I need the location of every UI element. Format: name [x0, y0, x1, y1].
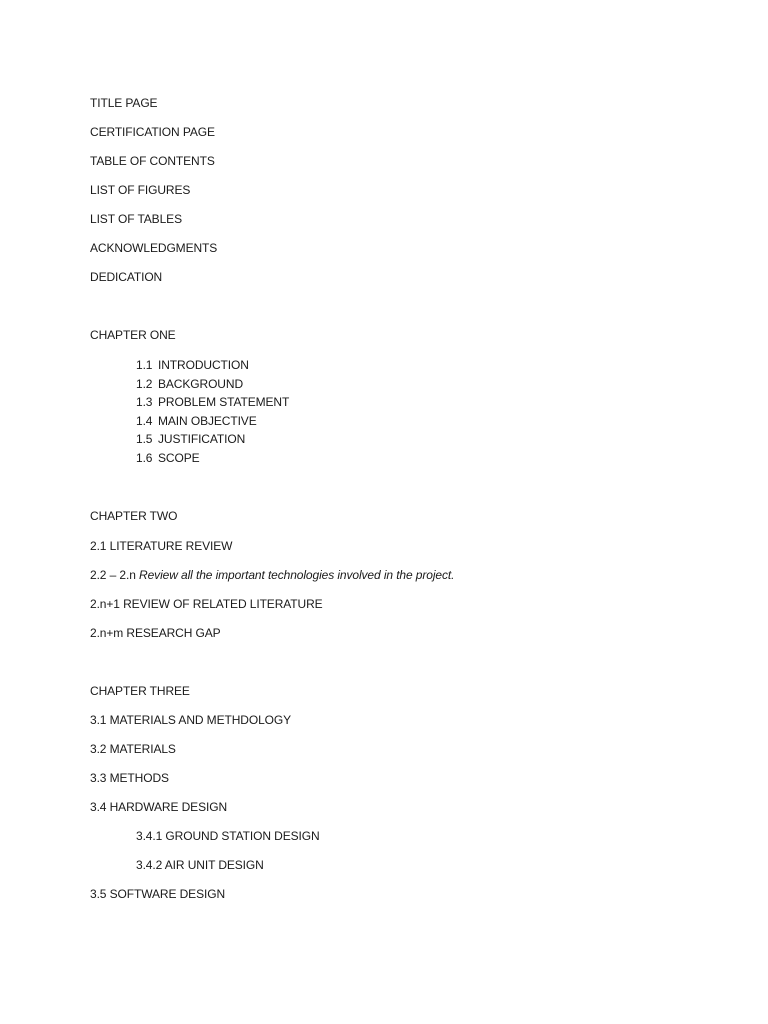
toc-entry-title-page: TITLE PAGE: [90, 96, 158, 110]
section-number: 1.4: [136, 414, 153, 428]
section-label: MAIN OBJECTIVE: [158, 414, 257, 428]
toc-entry-table-of-contents: TABLE OF CONTENTS: [90, 154, 215, 168]
section-label: BACKGROUND: [158, 377, 244, 391]
toc-entry-1-1: [136, 357, 249, 373]
section-number: 1.6: [136, 451, 153, 465]
toc-entry-1-6: [136, 450, 200, 466]
section-label: INTRODUCTION: [158, 358, 249, 372]
section-note: Review all the important technologies involved in the project.: [139, 568, 455, 582]
section-number: 1.2: [136, 377, 153, 391]
toc-entry-3-2: 3.2 MATERIALS: [90, 742, 176, 756]
toc-entry-3-4-2: 3.4.2 AIR UNIT DESIGN: [136, 858, 264, 872]
chapter-two-heading: CHAPTER TWO: [90, 509, 178, 523]
toc-entry-2-nm: 2.n+m RESEARCH GAP: [90, 626, 221, 640]
chapter-three-heading: CHAPTER THREE: [90, 684, 190, 698]
toc-entry-3-4-1: 3.4.1 GROUND STATION DESIGN: [136, 829, 320, 843]
section-number: 1.1: [136, 358, 153, 372]
toc-entry-dedication: DEDICATION: [90, 270, 163, 284]
section-label: PROBLEM STATEMENT: [158, 395, 290, 409]
toc-entry-acknowledgments: ACKNOWLEDGMENTS: [90, 241, 218, 255]
toc-entry-3-1: 3.1 MATERIALS AND METHDOLOGY: [90, 713, 292, 727]
section-label: JUSTIFICATION: [158, 432, 246, 446]
toc-entry-certification-page: CERTIFICATION PAGE: [90, 125, 215, 139]
chapter-one-heading: CHAPTER ONE: [90, 328, 176, 342]
toc-entry-1-5: [136, 431, 245, 447]
toc-entry-3-5: 3.5 SOFTWARE DESIGN: [90, 887, 226, 901]
section-number: 1.5: [136, 432, 153, 446]
section-number: 2.2 – 2.n: [90, 568, 140, 582]
toc-entry-1-4: [136, 413, 257, 429]
toc-entry-2-n1: 2.n+1 REVIEW OF RELATED LITERATURE: [90, 597, 323, 611]
toc-entry-1-3: [136, 394, 289, 410]
toc-entry-3-4: 3.4 HARDWARE DESIGN: [90, 800, 228, 814]
toc-entry-3-3: 3.3 METHODS: [90, 771, 169, 785]
toc-entry-2-1: 2.1 LITERATURE REVIEW: [90, 539, 233, 553]
toc-entry-list-of-figures: LIST OF FIGURES: [90, 183, 191, 197]
toc-entry-2-2: [90, 567, 454, 583]
toc-entry-list-of-tables: LIST OF TABLES: [90, 212, 182, 226]
section-number: 1.3: [136, 395, 153, 409]
toc-entry-1-2: [136, 376, 243, 392]
section-label: SCOPE: [158, 451, 200, 465]
